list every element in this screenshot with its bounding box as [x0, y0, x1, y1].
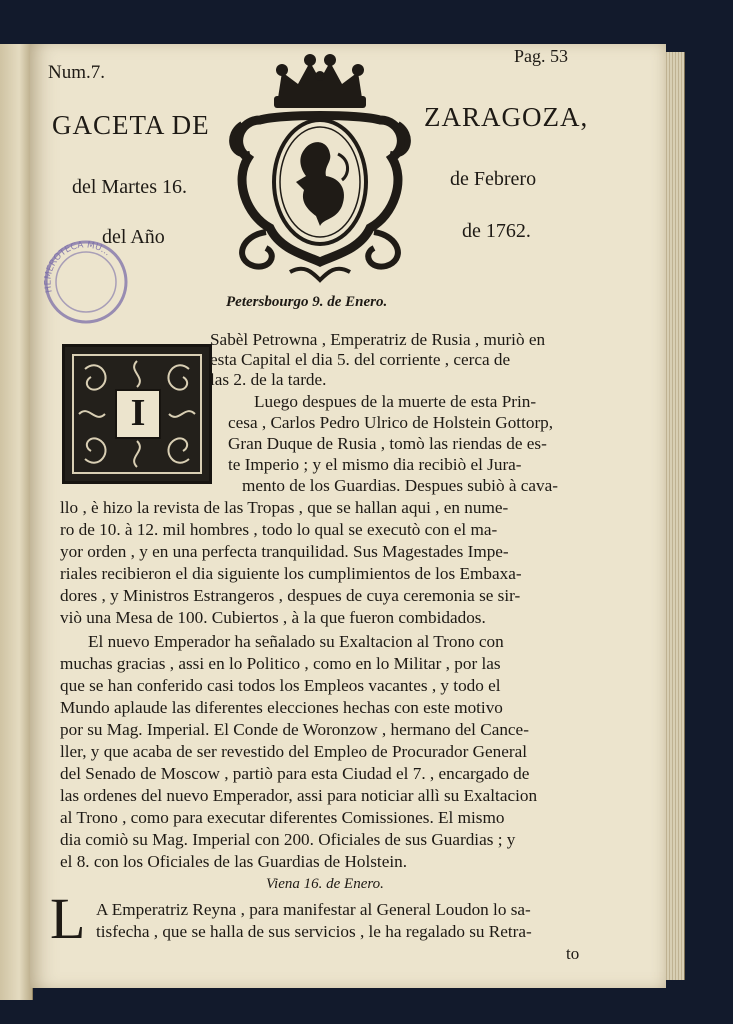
- text-line: cesa , Carlos Pedro Ulrico de Holstein Gottorp,: [228, 413, 554, 432]
- title-left: GACETA DE: [52, 110, 210, 140]
- coat-of-arms-icon: [220, 50, 420, 286]
- page-number: Pag. 53: [514, 46, 568, 66]
- date-right-year: de 1762.: [462, 220, 531, 242]
- date-right-month: de Febrero: [450, 168, 537, 190]
- stamp-text: HEMEROTECA MU...: [43, 240, 112, 294]
- initial-letter-l: L: [50, 886, 86, 951]
- dateline-viena: Viena 16. de Enero.: [266, 876, 384, 892]
- title-right: ZARAGOZA,: [424, 102, 589, 132]
- text-line: el 8. con los Oficiales de las Guardias de Holstein.: [60, 852, 407, 871]
- issue-number: Num.7.: [48, 62, 105, 83]
- text-line: Sabèl Petrowna , Emperatriz de Rusia , muriò en: [210, 330, 546, 349]
- text-line: llo , è hizo la revista de las Tropas , que se hallan aqui , en nume-: [60, 498, 509, 517]
- text-line: tisfecha , que se halla de sus servicios , le ha regalado su Retra-: [96, 922, 532, 941]
- text-line: por su Mag. Imperial. El Conde de Woronzow , hermano del Cance-: [60, 720, 529, 739]
- text-line: dores , y Ministros Estrangeros , despues de cuya ceremonia se sir-: [60, 586, 521, 605]
- text-line: A Emperatriz Reyna , para manifestar al General Loudon lo sa-: [96, 900, 531, 919]
- catchword: to: [566, 944, 580, 963]
- text-line: viò una Mesa de 100. Cubiertos , à la que fueron combidados.: [60, 608, 486, 627]
- text-line: riales recibieron el dia siguiente los cumplimientos de los Embaxa-: [60, 564, 522, 583]
- text-line: Luego despues de la muerte de esta Prin-: [254, 392, 537, 411]
- initial-letter: I: [115, 389, 161, 439]
- library-stamp-icon: [34, 232, 130, 328]
- text-line: ller, y que acaba de ser revestido del Empleo de Procurador General: [60, 742, 527, 761]
- text-line: muchas gracias , assi en lo Politico , como en lo Militar , por las: [60, 654, 501, 673]
- text-line: Gran Duque de Rusia , tomò las riendas de es-: [228, 434, 547, 453]
- text-line: El nuevo Emperador ha señalado su Exaltacion al Trono con: [88, 632, 504, 651]
- text-line: las 2. de la tarde.: [210, 370, 327, 389]
- text-line: las ordenes del nuevo Emperador, assi para noticiar allì su Exaltacion: [60, 786, 538, 805]
- text-line: Mundo aplaude las diferentes elecciones hechas con este motivo: [60, 698, 503, 717]
- text-line: mento de los Guardias. Despues subiò à cava-: [242, 476, 558, 495]
- text-line: yor orden , y en una perfecta tranquilidad. Sus Magestades Impe-: [60, 542, 509, 561]
- text-line: al Trono , como para executar diferentes Comissiones. El mismo: [60, 808, 505, 827]
- text-line: ro de 10. à 12. mil hombres , todo lo qual se executò con el ma-: [60, 520, 498, 539]
- text-line: esta Capital el dia 5. del corriente , cerca de: [210, 350, 511, 369]
- dateline-petersbourg: Petersbourgo 9. de Enero.: [226, 294, 388, 310]
- text-line: del Senado de Moscow , partiò para esta Ciudad el 7. , encargado de: [60, 764, 530, 783]
- text-line: te Imperio ; y el mismo dia recibiò el Jura-: [228, 455, 522, 474]
- gazette-page: [30, 44, 666, 988]
- date-left-year-label: del Año: [102, 226, 165, 248]
- page-stack-edge: [664, 52, 685, 980]
- text-line: que se han conferido casi todos los Empleos vacantes , y todo el: [60, 676, 501, 695]
- decorative-initial: [62, 344, 212, 484]
- svg-text:HEMEROTECA MU...: [43, 240, 111, 293]
- text-line: dia comiò su Mag. Imperial con 200. Oficiales de sus Guardias ; y: [60, 830, 516, 849]
- facing-page-edge: [0, 44, 33, 1000]
- date-left-weekday: del Martes 16.: [72, 176, 187, 198]
